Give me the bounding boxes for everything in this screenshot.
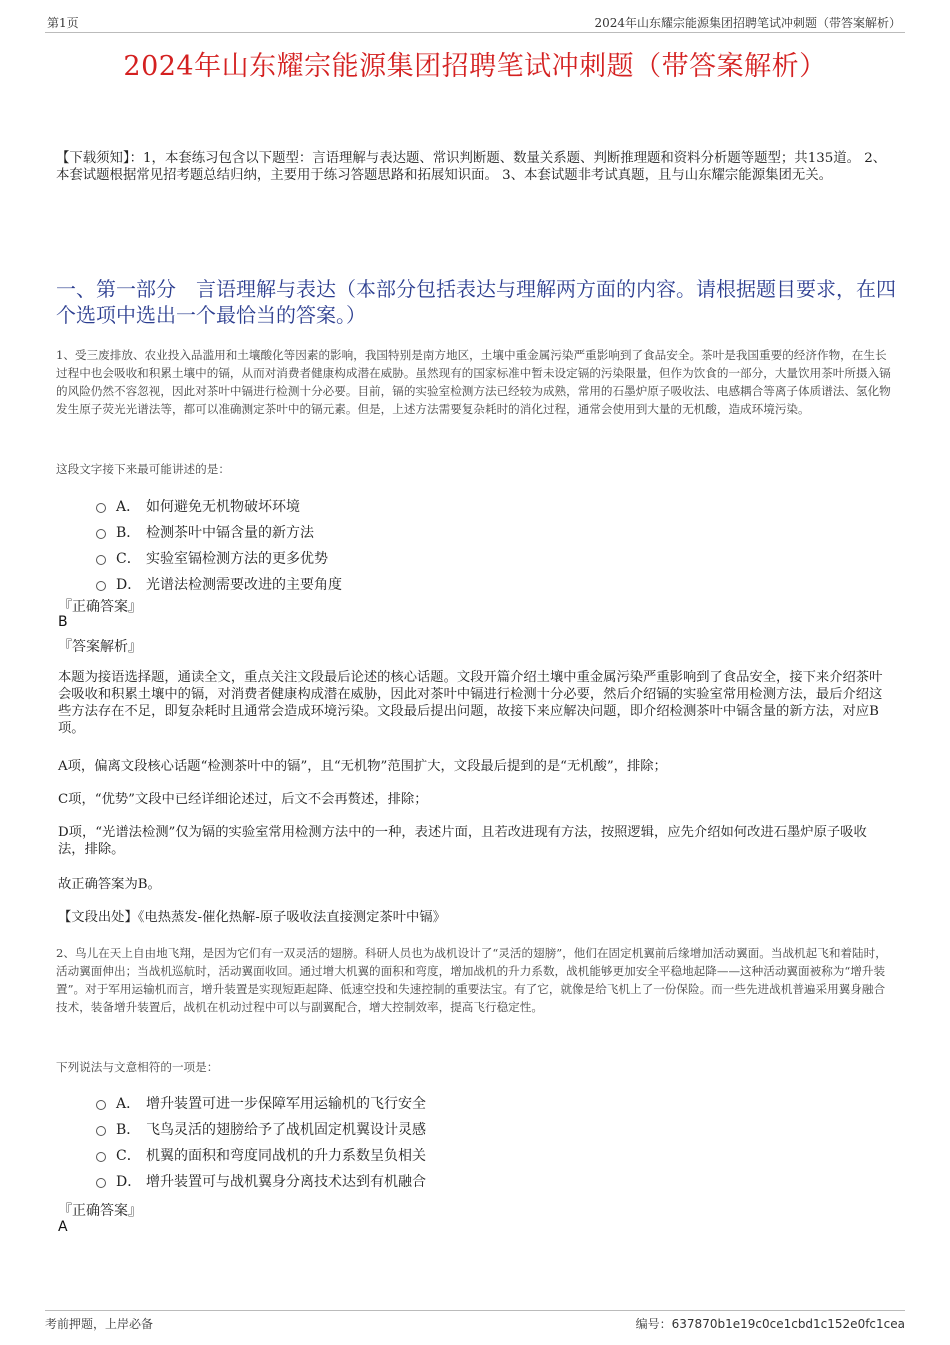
question-1-answer: B: [58, 614, 68, 630]
question-2-answer: A: [58, 1219, 68, 1235]
download-notice: 【下载须知】：1，本套练习包含以下题型：言语理解与表达题、常识判断题、数量关系题、判断推理题和资料分析题等题型；共135道。 2、本套试题根据常见招考题总结归纳，主要用于练习答题思路和拓展知识面。 3、本套试题非考试真题，且与山东耀宗能源集团无关。: [56, 151, 887, 183]
question-2-option-d[interactable]: D． 增升装置可与战机翼身分离技术达到有机融合: [96, 1168, 796, 1194]
question-1-option-d[interactable]: D． 光谱法检测需要改进的主要角度: [96, 571, 796, 597]
page-number: 第1页: [47, 16, 79, 30]
analysis-paragraph: A项，偏离文段核心话题“检测茶叶中的镉”，且“无机物”范围扩大，文段最后提到的是“无机酸”，排除；: [58, 759, 667, 774]
footer-code: 编号：637870b1e19c0ce1cbd1c152e0fc1cea: [635, 1317, 905, 1331]
question-1-answer-label: 『正确答案』: [58, 599, 142, 615]
question-2-answer-label: 『正确答案』: [58, 1203, 142, 1219]
analysis-paragraph: 故正确答案为B。: [58, 877, 161, 892]
page-footer: [45, 1310, 905, 1331]
radio-icon[interactable]: [96, 1178, 106, 1188]
question-1-option-a[interactable]: A． 如何避免无机物破坏环境: [96, 493, 796, 519]
question-2-options: [96, 1090, 796, 1194]
source-citation: 【文段出处】《电热蒸发-催化热解-原子吸收法直接测定茶叶中镉》: [58, 910, 446, 925]
question-2-option-c[interactable]: C． 机翼的面积和弯度同战机的升力系数呈负相关: [96, 1142, 796, 1168]
section-heading: 一、第一部分 言语理解与表达（本部分包括表达与理解两方面的内容。请根据题目要求，在四个选项中选出一个最恰当的答案。）: [56, 277, 896, 327]
radio-icon[interactable]: [96, 581, 106, 591]
question-1-analysis-label: 『答案解析』: [58, 639, 142, 655]
question-2-text: 2、鸟儿在天上自由地飞翔，是因为它们有一双灵活的翅膀。科研人员也为战机设计了“灵活的翅膀”，他们在固定机翼前后缘增加活动翼面。当战机起飞和着陆时，活动翼面伸出；当战机巡航时，活动翼面收回。通过增大机翼的面积和弯度，增加战机的升力系数，战机能够更加安全平稳地起降——这种活动翼面被称为“增升装置”。对于军用运输机而言，增升装置是实现短距起降、低速空投和失速控制的重要法宝。有了它，就像是给飞机上了一份保险。而一些先进战机普遍采用翼身融合技术，装备增升装置后，战机在机动过程中可以与副翼配合，增大控制效率，提高飞行稳定性。: [56, 946, 887, 1014]
question-2-option-a[interactable]: A． 增升装置可进一步保障军用运输机的飞行安全: [96, 1090, 796, 1116]
radio-icon[interactable]: [96, 555, 106, 565]
question-2-option-b[interactable]: B． 飞鸟灵活的翅膀给予了战机固定机翼设计灵感: [96, 1116, 796, 1142]
question-1-options: [96, 493, 796, 597]
header-doc-title: 2024年山东耀宗能源集团招聘笔试冲刺题（带答案解析）: [594, 16, 901, 30]
question-1-option-c[interactable]: C． 实验室镉检测方法的更多优势: [96, 545, 796, 571]
radio-icon[interactable]: [96, 1126, 106, 1136]
footer-slogan: 考前押题，上岸必备: [45, 1317, 154, 1331]
question-1-text: 1、受三废排放、农业投入品滥用和土壤酸化等因素的影响，我国特别是南方地区，土壤中重金属污染严重影响到了食品安全。茶叶是我国重要的经济作物，在生长过程中也会吸收和积累土壤中的镉，从而对消费者健康构成潜在威胁。虽然现有的国家标准中暂未设定镉的污染限量，但作为饮食的一部分，大量饮用茶叶所摄入镉的风险仍然不容忽视，因此对茶叶中镉进行检测十分必要。目前，镉的实验室检测方法已经较为成熟，常用的石墨炉原子吸收法、电感耦合等离子体质谱法、氢化物发生原子荧光光谱法等，都可以准确测定茶叶中的镉元素。但是，上述方法需要复杂耗时的消化过程，通常会使用到大量的无机酸，造成环境污染。: [56, 348, 891, 416]
analysis-paragraph: D项，“光谱法检测”仅为镉的实验室常用检测方法中的一种，表述片面，且若改进现有方法，按照逻辑，应先介绍如何改进石墨炉原子吸收法，排除。: [58, 825, 867, 857]
radio-icon[interactable]: [96, 1100, 106, 1110]
analysis-paragraph: C项，“优势”文段中已经详细论述过，后文不会再赘述，排除；: [58, 792, 428, 807]
radio-icon[interactable]: [96, 503, 106, 513]
radio-icon[interactable]: [96, 529, 106, 539]
question-1-stem: 这段文字接下来最可能讲述的是：: [56, 462, 230, 476]
page-header: [45, 14, 905, 33]
document-title: 2024年山东耀宗能源集团招聘笔试冲刺题（带答案解析）: [123, 51, 827, 82]
question-2-stem: 下列说法与文意相符的一项是：: [56, 1060, 219, 1074]
radio-icon[interactable]: [96, 1152, 106, 1162]
analysis-paragraph: 本题为接语选择题，通读全文，重点关注文段最后论述的核心话题。文段开篇介绍土壤中重金属污染严重影响到了食品安全，接下来介绍茶叶会吸收和积累土壤中的镉，对消费者健康构成潜在威胁，因此对茶叶中镉进行检测十分必要，然后介绍镉的实验室常用检测方法，最后介绍这些方法存在不足，即复杂耗时且通常会造成环境污染。文段最后提出问题，故接下来应解决问题，即介绍检测茶叶中镉含量的新方法，对应B项。: [58, 670, 883, 736]
question-1-option-b[interactable]: B． 检测茶叶中镉含量的新方法: [96, 519, 796, 545]
